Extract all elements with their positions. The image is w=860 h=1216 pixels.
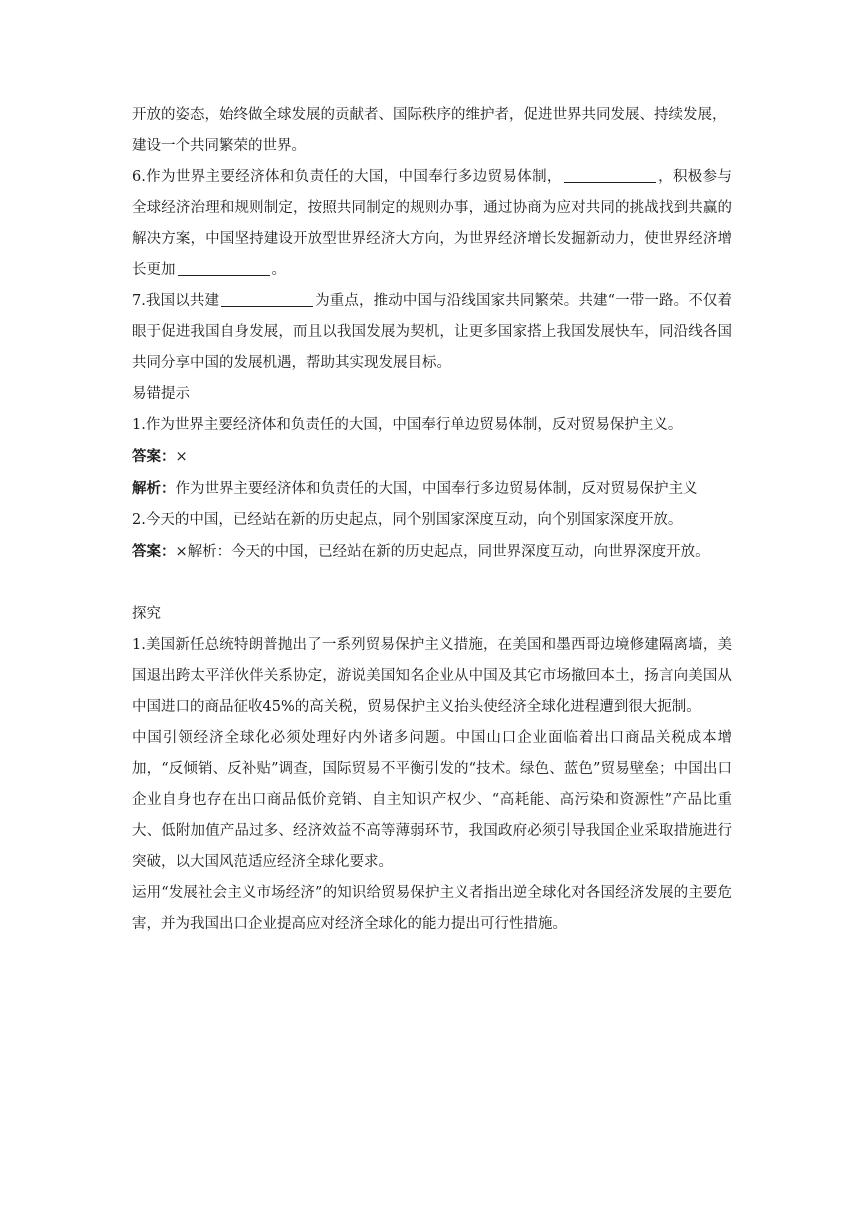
item-6-blank-2 [178, 259, 270, 276]
answer-label-1: 答案： [132, 448, 176, 465]
analysis-text-1: 作为世界主要经济体和负责任的大国，中国奉行多边贸易体制，反对贸易保护主义 [175, 481, 698, 497]
item-6-blank-1 [564, 166, 656, 183]
explore-heading: 探究 [132, 606, 161, 622]
item-7-text-1: 7.我国以共建 [132, 293, 220, 309]
item-6-paragraph [132, 162, 732, 286]
error-question-2: 2.今天的中国，已经站在新的历史起点，同个别国家深度互动，向个别国家深度开放。 [132, 512, 683, 528]
document-page [132, 100, 732, 940]
error-question-1: 1.作为世界主要经济体和负责任的大国，中国奉行单边贸易体制，反对贸易保护主义。 [132, 417, 683, 433]
error-answer-1 [132, 441, 732, 473]
item-7-blank [221, 290, 313, 307]
item-6-text-3: 。 [271, 262, 286, 278]
intro-paragraph [132, 100, 732, 162]
item-7-paragraph [132, 286, 732, 379]
analysis-label-1: 解析： [132, 480, 176, 497]
explore-paragraph-2: 中国引领经济全球化必须处理好内外诸多问题。中国山口企业面临着出口商品关税成本增加，“反倾销、反补贴”调查，国际贸易不平衡引发的“技术。绿色、蓝色”贸易壁垒；中国出口企业自身也存在出口商品低价竞销、自主知识产权少、“高耗能、高污染和资源性”产品比重大、低附加值产品过多、经济效益不高等薄弱环节，我国政府必须引导我国企业采取措施进行突破，以大国风范适应经济全球化要求。 [132, 730, 732, 870]
section-gap [132, 568, 732, 599]
answer-value-1: × [175, 449, 188, 465]
item-7-text-2: 为重点，推动中国与沿线国家共同繁荣。共建“一带一路。不仅着眼于促进我国自身发展，而且以我国发展为契机，让更多国家搭上我国发展快车，同沿线各国共同分享中国的发展机遇，帮助其实现发展目标。 [132, 293, 732, 371]
intro-line-2: 建设一个共同繁荣的世界。 [132, 138, 306, 154]
errors-heading: 易错提示 [132, 386, 190, 402]
error-analysis-1 [132, 473, 732, 505]
item-6-text-1: 6.作为世界主要经济体和负责任的大国，中国奉行多边贸易体制， [132, 169, 562, 185]
error-answer-2 [132, 536, 732, 568]
explore-paragraph-1: 1.美国新任总统特朗普抛出了一系列贸易保护主义措施，在美国和墨西哥边境修建隔离墙，美国退出跨太平洋伙伴关系协定，游说美国知名企业从中国及其它市场撤回本土，扬言向美国从中国进口的商品征收45%的高关税，贸易保护主义抬头使经济全球化进程遭到很大扼制。 [132, 637, 732, 715]
intro-line-1: 开放的姿态，始终做全球发展的贡献者、国际秩序的维护者，促进世界共同发展、持续发展， [132, 107, 727, 123]
answer-value-2: ×解析：今天的中国，已经站在新的历史起点，同世界深度互动，向世界深度开放。 [175, 544, 710, 560]
answer-label-2: 答案： [132, 543, 176, 560]
explore-paragraph-3: 运用“发展社会主义市场经济”的知识给贸易保护主义者指出逆全球化对各国经济发展的主要危害，并为我国出口企业提高应对经济全球化的能力提出可行性措施。 [132, 885, 732, 932]
item-6-text-2: ，积极参与全球经济治理和规则制定，按照共同制定的规则办事，通过协商为应对共同的挑战找到共赢的解决方案，中国坚持建设开放型世界经济大方向，为世界经济增长发掘新动力，使世界经济增长更加 [132, 169, 732, 278]
